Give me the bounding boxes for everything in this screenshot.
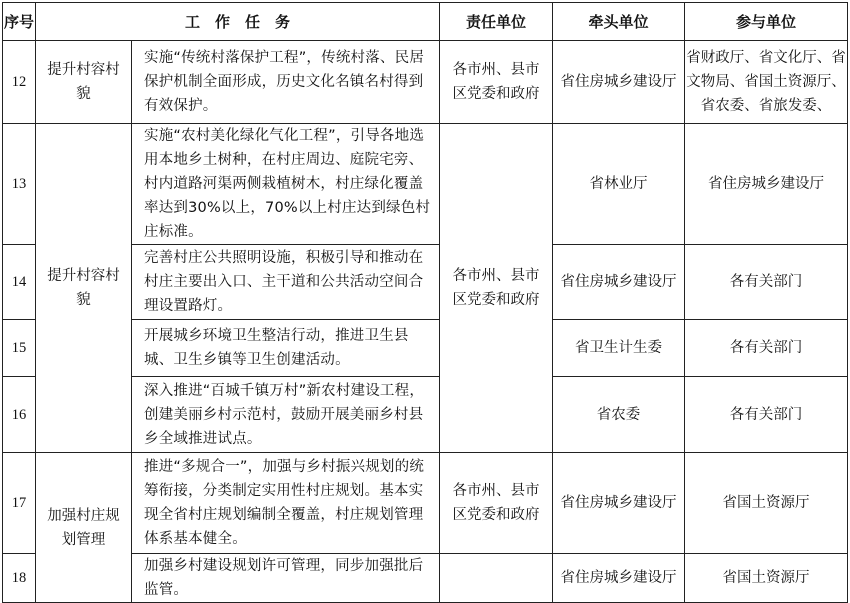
row-category: 提升村容村 貌 — [36, 124, 132, 453]
header-task: 工 作 任 务 — [36, 3, 440, 41]
row-number: 13 — [3, 124, 36, 245]
table-row — [3, 453, 848, 554]
row-participate: 各有关部门 — [685, 245, 848, 320]
row-participate: 各有关部门 — [685, 320, 848, 377]
row-responsible-empty — [440, 554, 553, 603]
header-row — [3, 3, 848, 41]
row-participate: 省财政厅、省文化厅、省文物局、省国土资源厅、省农委、省旅发委、 — [685, 41, 848, 124]
row-category: 加强村庄规划管理 — [36, 453, 132, 603]
row-responsible: 各市州、县市区党委和政府 — [440, 453, 553, 554]
row-number: 12 — [3, 41, 36, 124]
row-participate: 省国土资源厅 — [685, 453, 848, 554]
header-seq: 序号 — [3, 3, 36, 41]
header-responsible: 责任单位 — [440, 3, 553, 41]
row-task: 完善村庄公共照明设施，积极引导和推动在村庄主要出入口、主干道和公共活动空间合理设置路灯。 — [132, 245, 440, 320]
row-lead: 省农委 — [553, 377, 685, 453]
table-row — [3, 124, 848, 245]
row-task: 推进“多规合一”，加强与乡村振兴规划的统筹衔接，分类制定实用性村庄规划。基本实现全省村庄规划编制全覆盖，村庄规划管理体系基本健全。 — [132, 453, 440, 554]
row-task: 实施“传统村落保护工程”，传统村落、民居保护机制全面形成，历史文化名镇名村得到有效保护。 — [132, 41, 440, 124]
row-category: 提升村容村 貌 — [36, 41, 132, 124]
row-participate: 省国土资源厅 — [685, 554, 848, 603]
row-number: 17 — [3, 453, 36, 554]
row-task: 开展城乡环境卫生整洁行动，推进卫生县城、卫生乡镇等卫生创建活动。 — [132, 320, 440, 377]
table-row — [3, 41, 848, 124]
row-lead: 省住房城乡建设厅 — [553, 453, 685, 554]
row-number: 14 — [3, 245, 36, 320]
row-lead: 省住房城乡建设厅 — [553, 41, 685, 124]
row-lead: 省住房城乡建设厅 — [553, 554, 685, 603]
row-task: 实施“农村美化绿化气化工程”，引导各地选用本地乡土树种，在村庄周边、庭院宅旁、村内道路河渠两侧栽植树木，村庄绿化覆盖率达到30%以上，70%以上村庄达到绿色村庄标准。 — [132, 124, 440, 245]
row-responsible: 各市州、县市区党委和政府 — [440, 124, 553, 453]
row-lead: 省住房城乡建设厅 — [553, 245, 685, 320]
header-participate: 参与单位 — [685, 3, 848, 41]
row-number: 16 — [3, 377, 36, 453]
row-task: 深入推进“百城千镇万村”新农村建设工程，创建美丽乡村示范村，鼓励开展美丽乡村县乡全域推进试点。 — [132, 377, 440, 453]
row-lead: 省林业厅 — [553, 124, 685, 245]
row-responsible: 各市州、县市区党委和政府 — [440, 41, 553, 124]
row-number: 15 — [3, 320, 36, 377]
task-table — [2, 2, 848, 603]
row-number: 18 — [3, 554, 36, 603]
row-task: 加强乡村建设规划许可管理，同步加强批后监管。 — [132, 554, 440, 603]
row-lead: 省卫生计生委 — [553, 320, 685, 377]
row-participate: 各有关部门 — [685, 377, 848, 453]
row-participate: 省住房城乡建设厅 — [685, 124, 848, 245]
header-lead: 牵头单位 — [553, 3, 685, 41]
